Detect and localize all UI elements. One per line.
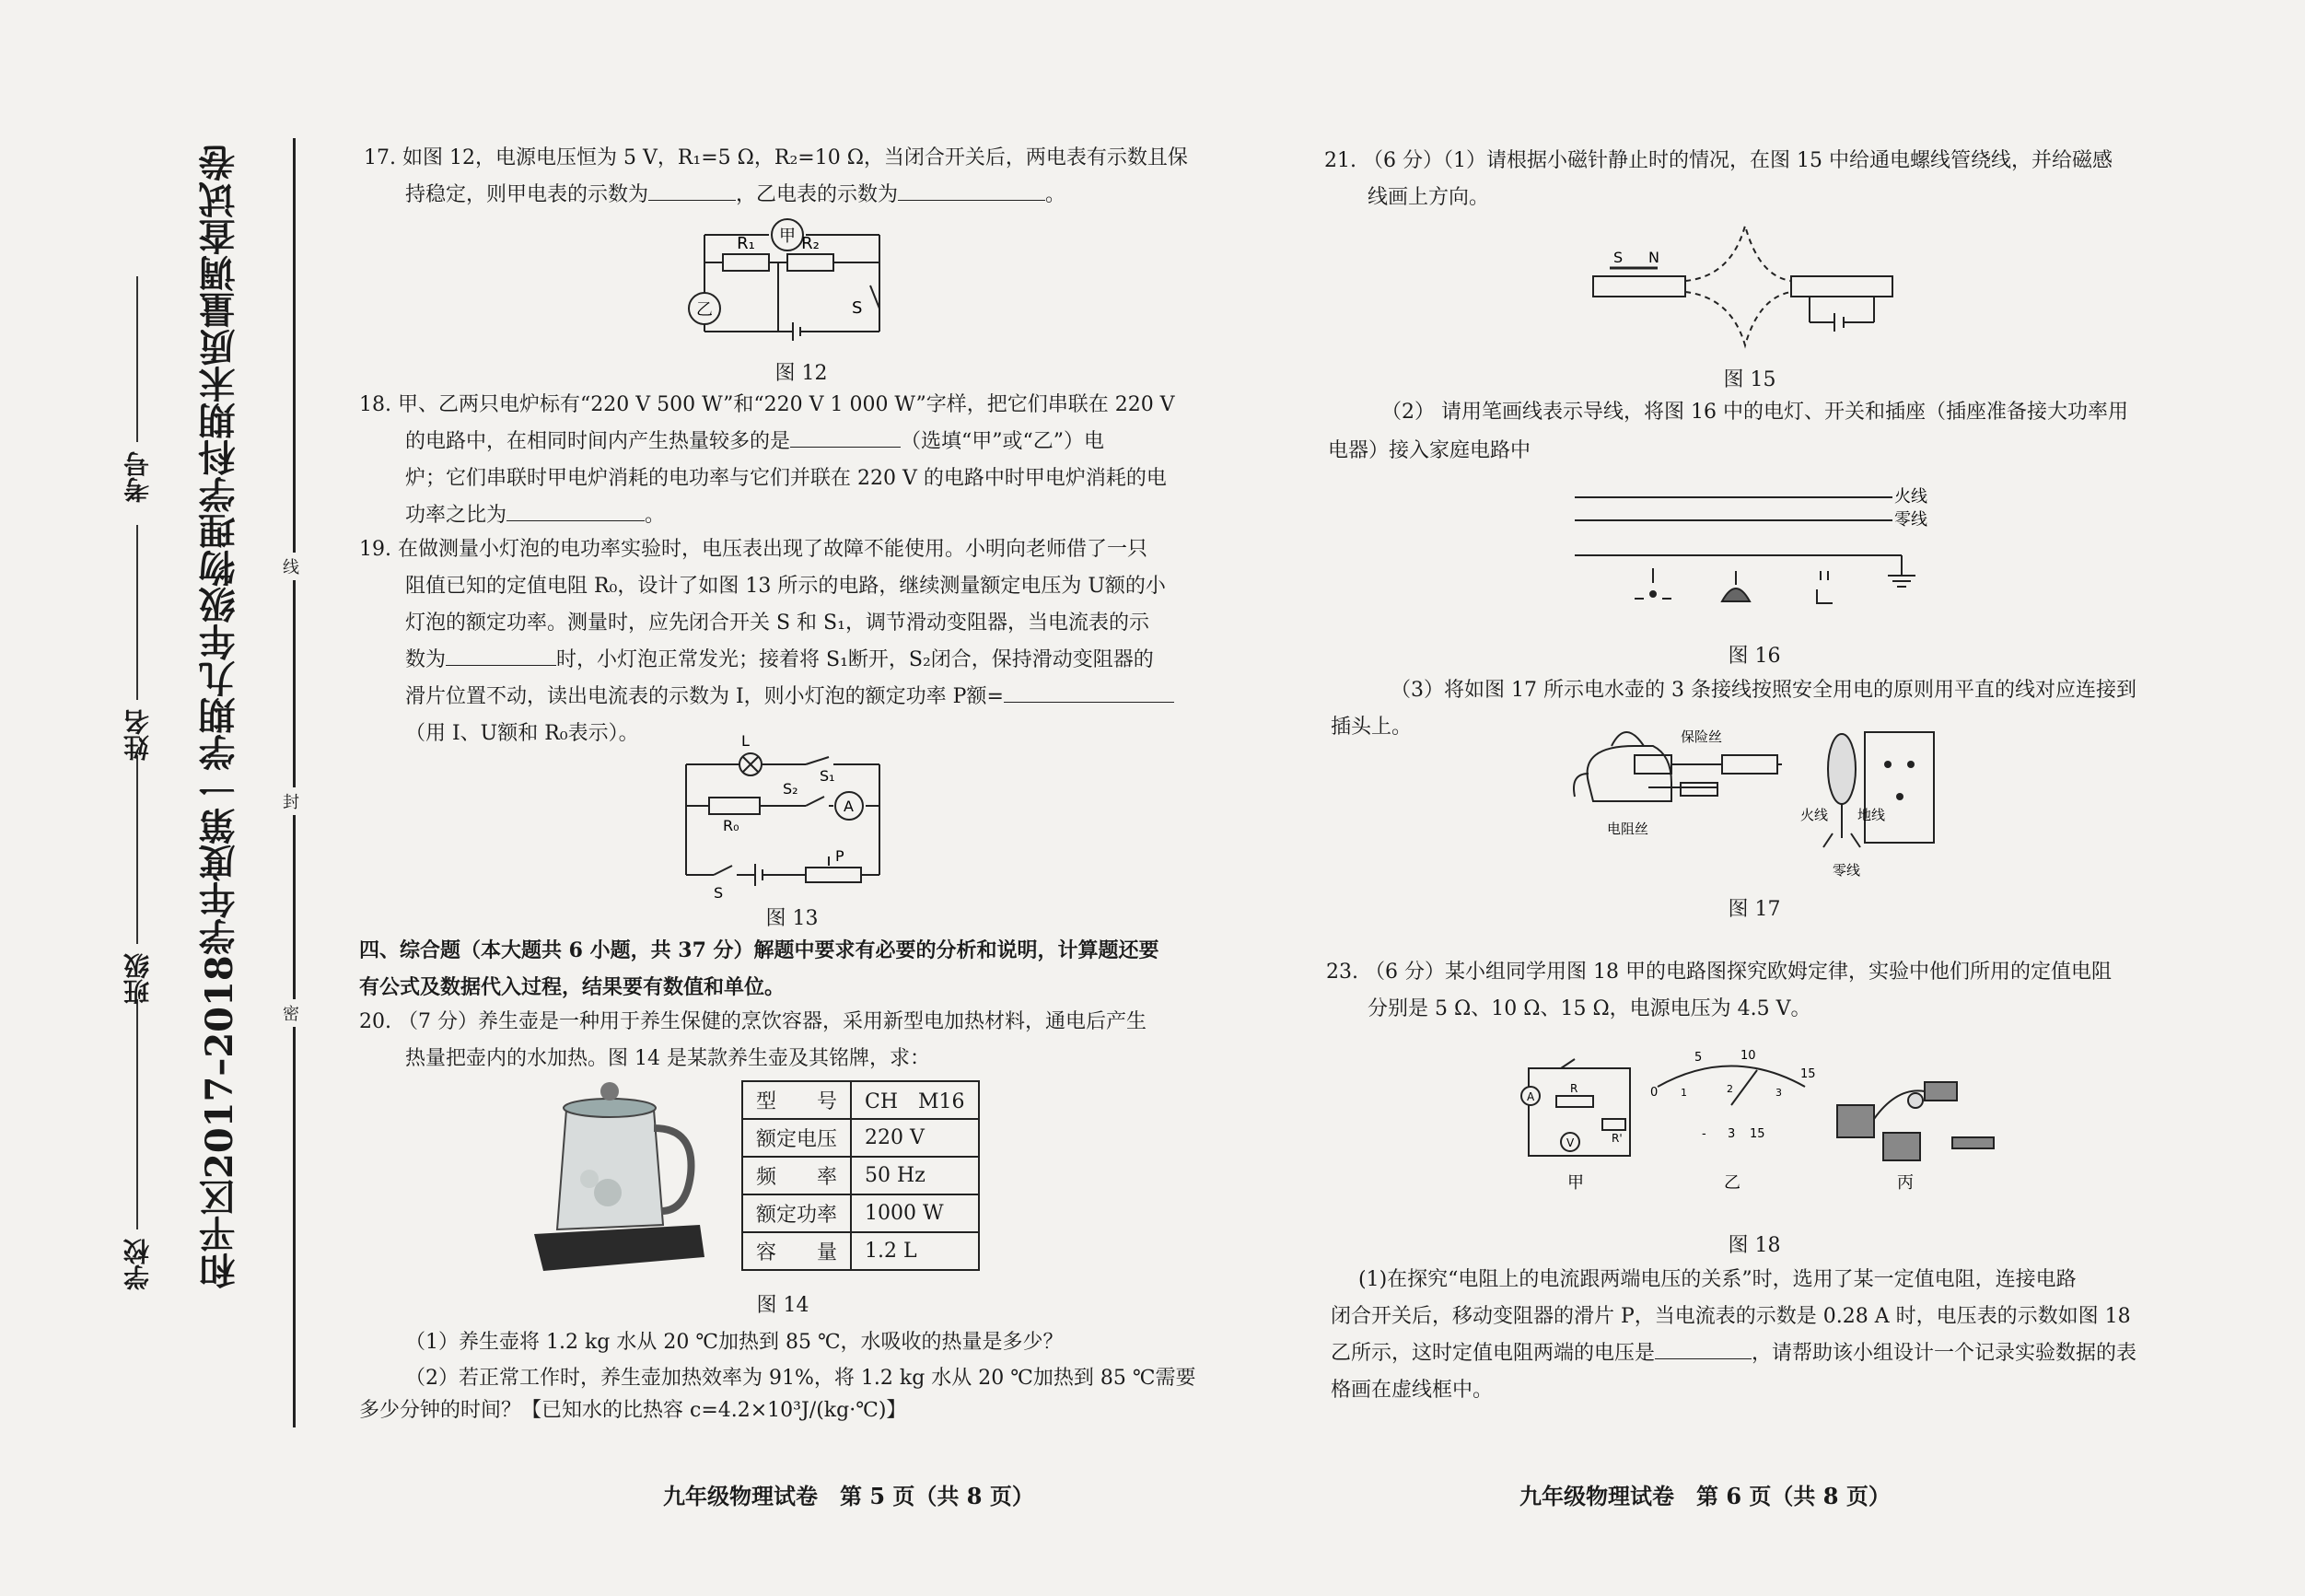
figure-16-caption: 图 16 — [1728, 645, 1781, 668]
svg-text:R: R — [1570, 1082, 1578, 1095]
label-r1: R₁ — [737, 234, 755, 253]
svg-text:3: 3 — [1775, 1087, 1782, 1099]
seal-rule — [293, 138, 296, 1427]
q19-line5 — [405, 679, 1174, 716]
q17-text-c: 。 — [1045, 183, 1066, 206]
figure-13-circuit — [668, 728, 907, 912]
exam-title: 和平区2017–2018学年度第一学期九年级物理学科期末质量调查试卷 — [198, 145, 241, 1289]
q21-line2: 线画上方向。 — [1368, 186, 1490, 209]
table-cell: 1.2 L — [851, 1232, 979, 1270]
q19-text-c: 滑片位置不动，读出电流表的示数为 I，则小灯泡的额定功率 P额= — [405, 685, 1004, 708]
label-s: S — [852, 298, 863, 318]
q19-text-b: 时，小灯泡正常发光；接着将 S₁断开，S₂闭合，保持滑动变阻器的 — [556, 648, 1154, 671]
figure-15-caption: 图 15 — [1723, 368, 1776, 391]
magnet-needle-icon — [1593, 276, 1685, 297]
table-cell: 额定电压 — [742, 1119, 851, 1157]
q21-p3-line1: （3）将如图 17 所示电水壶的 3 条接线按照安全用电的原则用平直的线对应连接到 — [1391, 679, 2136, 702]
table-cell: CH M16 — [851, 1081, 979, 1119]
seal-text-xian: 线 — [283, 553, 299, 580]
kettle-nameplate-table — [741, 1080, 980, 1271]
kettle-photo — [525, 1073, 709, 1276]
svg-text:0: 0 — [1650, 1086, 1659, 1100]
label-live-wire: 火线 — [1894, 487, 1927, 507]
q19-line6: （用 I、U额和 R₀表示）。 — [405, 722, 639, 745]
table-row — [742, 1081, 979, 1119]
label-live: 火线 — [1800, 807, 1829, 823]
table-cell: 容 量 — [742, 1232, 851, 1270]
q18-blank-2[interactable] — [506, 500, 645, 521]
section4-line2: 有公式及数据代入过程，结果要有数值和单位。 — [359, 975, 786, 999]
svg-text:R': R' — [1612, 1132, 1623, 1145]
figure-14-caption: 图 14 — [756, 1294, 809, 1317]
table-cell: 频 率 — [742, 1157, 851, 1194]
table-cell: 额定功率 — [742, 1194, 851, 1232]
svg-text:V: V — [1566, 1136, 1575, 1149]
q23-p1-line1: (1)在探究“电阻上的电流跟两端电压的关系”时，选用了某一定值电阻，连接电路 — [1358, 1268, 2077, 1291]
school-label: 学校 — [122, 1239, 153, 1290]
q21-line1: 21. （6 分）（1）请根据小磁针静止时的情况，在图 15 中给通电螺线管绕线，并给磁感 — [1324, 149, 2113, 172]
class-label: 班级 — [122, 953, 153, 1005]
label-r2: R₂ — [801, 234, 820, 253]
q18-line2 — [405, 424, 1104, 460]
q19-line3: 灯泡的额定功率。测量时，应先闭合开关 S 和 S₁，调节滑动变阻器，当电流表的示 — [405, 612, 1149, 635]
q21-p2-line2: 电器）接入家庭电路中 — [1328, 439, 1531, 462]
name-line — [136, 525, 138, 700]
label-earth: 地线 — [1857, 807, 1886, 823]
figure-17-kettle-plug — [1570, 709, 1938, 884]
svg-text:2: 2 — [1727, 1083, 1733, 1095]
table-row — [742, 1119, 979, 1157]
solenoid-icon — [1791, 276, 1892, 297]
q19-blank-2[interactable] — [1004, 682, 1174, 703]
q17-text-b: ，乙电表的示数为 — [736, 183, 899, 206]
q19-text-a: 数为 — [405, 648, 447, 671]
q19-line1: 19. 在做测量小灯泡的电功率实验时，电压表出现了故障不能使用。小明向老师借了一只 — [359, 538, 1147, 561]
q23-text-b: ，请帮助该小组设计一个记录实验数据的表 — [1752, 1342, 2137, 1365]
label-neutral: 零线 — [1833, 862, 1861, 879]
q18-blank-1[interactable] — [790, 426, 901, 448]
label-s: S — [1613, 249, 1624, 266]
q23-line1: 23. （6 分）某小组同学用图 18 甲的电路图探究欧姆定律，实验中他们所用的定值电阻 — [1326, 961, 2112, 984]
q18-line4 — [405, 497, 665, 534]
label-s1: S₁ — [820, 767, 835, 785]
q17-blank-2[interactable] — [898, 180, 1045, 201]
q17-blank-1[interactable] — [648, 180, 736, 201]
figure-17-caption: 图 17 — [1728, 898, 1781, 921]
q23-p1-line4: 格画在虚线框中。 — [1331, 1379, 1494, 1402]
q18-text-e: 。 — [645, 504, 666, 527]
label-p: P — [835, 847, 844, 865]
apparatus-drawing-icon — [1837, 1082, 1994, 1160]
label-bing: 丙 — [1897, 1173, 1914, 1193]
q19-line4 — [405, 642, 1154, 679]
q18-line3: 炉；它们串联时甲电炉消耗的电功率与它们并联在 220 V 的电路中时甲电炉消耗的电 — [405, 467, 1167, 490]
label-jia: 甲 — [779, 227, 796, 246]
figure-15-solenoid — [1584, 216, 1897, 364]
label-n: N — [1648, 249, 1659, 266]
exam-no-label: 考号 — [122, 451, 153, 503]
table-cell: 50 Hz — [851, 1157, 979, 1194]
q23-p1-line2: 闭合开关后，移动变阻器的滑片 P，当电流表的示数是 0.28 A 时，电压表的示数如图 18 — [1331, 1305, 2131, 1328]
q20-sub2b: 多少分钟的时间？【已知水的比热容 c=4.2×10³J/(kg·℃)】 — [359, 1399, 907, 1422]
q20-sub1: （1）养生壶将 1.2 kg 水从 20 ℃加热到 85 ℃，水吸收的热量是多少？ — [405, 1331, 1064, 1354]
figure-18-caption: 图 18 — [1728, 1234, 1781, 1257]
name-label: 姓名 — [122, 709, 153, 761]
label-yi: 乙 — [696, 300, 713, 320]
q18-text-d: 功率之比为 — [405, 504, 507, 527]
exam-no-line — [136, 276, 138, 442]
label-s: S — [714, 884, 724, 902]
svg-text:15: 15 — [1750, 1127, 1765, 1141]
table-cell: 1000 W — [851, 1194, 979, 1232]
seal-text-mi: 密 — [283, 999, 299, 1027]
svg-text:3: 3 — [1728, 1127, 1736, 1141]
q21-p2-line1: （2） 请用笔画线表示导线，将图 16 中的电灯、开关和插座（插座准备接大功率用 — [1381, 401, 2128, 424]
class-line — [136, 755, 138, 944]
figure-13-caption: 图 13 — [765, 907, 819, 930]
table-row — [742, 1194, 979, 1232]
svg-text:A: A — [1527, 1090, 1535, 1103]
socket-icon — [1817, 571, 1833, 603]
figure-18-experiment — [1519, 1050, 1998, 1197]
section4-line1: 四、综合题（本大题共 6 小题，共 37 分）解题中要求有必要的分析和说明，计算题还要 — [359, 938, 1159, 962]
label-a: A — [844, 798, 854, 815]
q18-text-a: 的电路中，在相同时间内产生热量较多的是 — [405, 430, 791, 453]
label-yi: 乙 — [1724, 1173, 1740, 1193]
q19-blank-1[interactable] — [446, 645, 556, 666]
label-s2: S₂ — [783, 780, 798, 798]
q19-line2: 阻值已知的定值电阻 R₀，设计了如图 13 所示的电路，继续测量额定电压为 U额的小 — [405, 575, 1166, 598]
plug-icon — [1823, 734, 1860, 847]
table-row — [742, 1232, 979, 1270]
table-cell: 220 V — [851, 1119, 979, 1157]
left-page-footer: 九年级物理试卷 第 5 页（共 8 页） — [663, 1483, 1034, 1509]
svg-text:15: 15 — [1800, 1067, 1816, 1081]
svg-text:10: 10 — [1740, 1050, 1756, 1063]
q21-p3-line2: 插头上。 — [1331, 716, 1413, 739]
label-neutral-wire: 零线 — [1894, 510, 1927, 530]
school-line — [136, 999, 138, 1229]
q17-text-a: 持稳定，则甲电表的示数为 — [405, 183, 649, 206]
figure-12-circuit — [686, 212, 916, 350]
label-l: L — [741, 732, 750, 750]
lamp-icon — [1722, 571, 1750, 601]
svg-text:1: 1 — [1681, 1087, 1687, 1099]
label-heating-wire: 电阻丝 — [1607, 821, 1649, 837]
label-fuse: 保险丝 — [1681, 728, 1723, 745]
q17-line1: 17. 如图 12，电源电压恒为 5 V，R₁=5 Ω，R₂=10 Ω，当闭合开关后，两电表有示数且保 — [364, 146, 1188, 169]
q20-sub2: （2）若正常工作时，养生壶加热效率为 91%，将 1.2 kg 水从 20 ℃加热到 85 ℃需要 — [405, 1367, 1196, 1390]
label-jia: 甲 — [1567, 1173, 1584, 1193]
q23-blank-1[interactable] — [1655, 1338, 1752, 1359]
q20-line1: 20. （7 分）养生壶是一种用于养生保健的烹饮容器，采用新型电加热材料，通电后产生 — [359, 1010, 1147, 1033]
table-row — [742, 1157, 979, 1194]
label-r0: R₀ — [723, 817, 739, 834]
figure-12-caption: 图 12 — [774, 362, 828, 385]
svg-text:5: 5 — [1694, 1051, 1703, 1065]
q23-text-a: 乙所示，这时定值电阻两端的电压是 — [1331, 1342, 1656, 1365]
q23-line2: 分别是 5 Ω、10 Ω、15 Ω，电源电压为 4.5 V。 — [1368, 997, 1811, 1020]
table-cell: 型 号 — [742, 1081, 851, 1119]
q18-text-b: （选填“甲”或“乙”）电 — [901, 430, 1105, 453]
right-page-footer: 九年级物理试卷 第 6 页（共 8 页） — [1519, 1483, 1891, 1509]
q18-line1: 18. 甲、乙两只电炉标有“220 V 500 W”和“220 V 1 000 W”字样，把它们串联在 220 V — [359, 393, 1175, 416]
q17-line2 — [405, 177, 1065, 214]
switch-icon — [1635, 568, 1671, 599]
q23-p1-line3 — [1331, 1335, 2136, 1372]
seal-text-feng: 封 — [283, 787, 299, 815]
q20-line2: 热量把壶内的水加热。图 14 是某款养生壶及其铭牌，求： — [405, 1047, 930, 1070]
figure-16-household-circuit — [1570, 483, 1938, 622]
svg-text:-: - — [1702, 1127, 1706, 1141]
